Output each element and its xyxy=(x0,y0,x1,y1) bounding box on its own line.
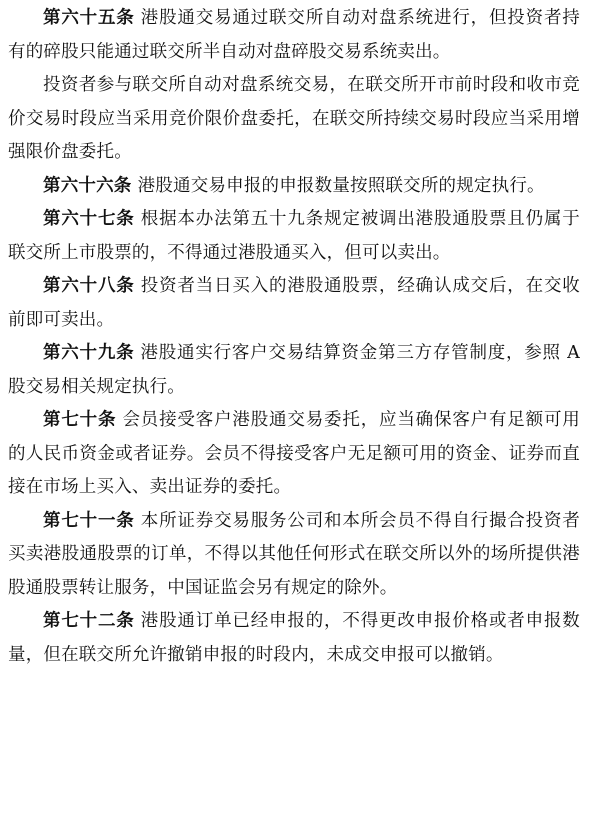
paragraph-article-65-continued xyxy=(8,69,580,170)
paragraph-text: 港股通订单已经申报的，不得更改申报价格或者申报数量，但在联交所允许撤销申报的时段内，未成交申报可以撤销。 xyxy=(8,611,580,665)
paragraph-text: 本所证券交易服务公司和本所会员不得自行撮合投资者买卖港股通股票的订单，不得以其他任何形式在联交所以外的场所提供港股通股票转让服务，中国证监会另有规定的除外。 xyxy=(8,510,580,598)
article-number: 第六十八条 xyxy=(43,276,135,296)
paragraph-text: 港股通实行客户交易结算资金第三方存管制度，参照 A 股交易相关规定执行。 xyxy=(8,343,580,397)
paragraph-text: 投资者参与联交所自动对盘系统交易，在联交所开市前时段和收市竞价交易时段应当采用竞价限价盘委托，在联交所持续交易时段应当采用增强限价盘委托。 xyxy=(8,75,580,162)
paragraph-text: 根据本办法第五十九条规定被调出港股通股票且仍属于联交所上市股票的，不得通过港股通买入，但可以卖出。 xyxy=(8,209,580,263)
paragraph-article-66 xyxy=(8,170,580,204)
paragraph-text: 港股通交易通过联交所自动对盘系统进行，但投资者持有的碎股只能通过联交所半自动对盘碎股交易系统卖出。 xyxy=(8,8,580,62)
paragraph-article-72 xyxy=(8,605,580,672)
paragraph-text: 港股通交易申报的申报数量按照联交所的规定执行。 xyxy=(137,175,545,196)
article-number: 第六十九条 xyxy=(43,343,135,363)
paragraph-article-65 xyxy=(8,2,580,69)
article-number: 第六十六条 xyxy=(43,175,132,196)
paragraph-article-69 xyxy=(8,337,580,404)
article-number: 第七十二条 xyxy=(43,611,135,631)
paragraph-text: 投资者当日买入的港股通股票，经确认成交后，在交收前即可卖出。 xyxy=(8,276,580,330)
paragraph-article-71 xyxy=(8,505,580,606)
paragraph-article-70 xyxy=(8,404,580,505)
paragraph-text: 会员接受客户港股通交易委托，应当确保客户有足额可用的人民币资金或者证券。会员不得接受客户无足额可用的资金、证券而直接在市场上买入、卖出证券的委托。 xyxy=(8,410,580,497)
paragraph-article-68 xyxy=(8,270,580,337)
article-number: 第六十七条 xyxy=(43,209,135,229)
article-number: 第六十五条 xyxy=(43,8,135,28)
document-body xyxy=(8,2,580,672)
article-number: 第七十一条 xyxy=(43,510,135,531)
paragraph-article-67 xyxy=(8,203,580,270)
article-number: 第七十条 xyxy=(43,410,117,430)
